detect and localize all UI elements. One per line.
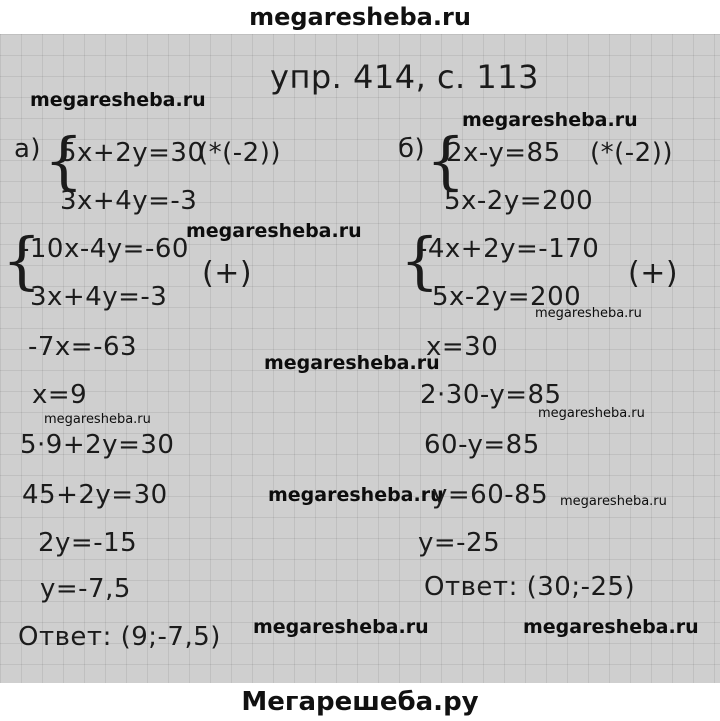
watermark: megaresheba.ru — [538, 406, 645, 421]
system-brace: { — [426, 124, 466, 197]
equation: 5x-2y=200 — [444, 186, 594, 216]
equation: 2x-y=85 — [446, 138, 561, 168]
solution-step: 2y=-15 — [38, 528, 138, 558]
part-a-label: а) — [14, 134, 42, 164]
solution-step: 5·9+2y=30 — [20, 430, 175, 460]
addition-note: (+) — [202, 256, 253, 291]
equation: -10x-4y=-60 — [20, 234, 189, 264]
solution-step: 2·30-y=85 — [420, 380, 562, 410]
system-brace: { — [2, 224, 42, 297]
watermark: megaresheba.ru — [462, 109, 638, 131]
multiplier-note: (*(-2)) — [590, 138, 673, 168]
site-header[interactable]: megaresheba.ru — [0, 0, 720, 34]
part-b-label: б) — [398, 134, 426, 164]
system-brace: { — [44, 124, 84, 197]
solution-step: x=9 — [32, 380, 88, 410]
watermark: megaresheba.ru — [186, 220, 362, 242]
notebook-page — [0, 34, 720, 683]
addition-note: (+) — [628, 256, 679, 291]
watermark: megaresheba.ru — [523, 616, 699, 638]
solution-step: 60-y=85 — [424, 430, 540, 460]
equation: 5x-2y=200 — [432, 282, 582, 312]
watermark: megaresheba.ru — [268, 484, 444, 506]
watermark: megaresheba.ru — [44, 412, 151, 427]
solution-step: -7x=-63 — [28, 332, 138, 362]
exercise-title: упр. 414, с. 113 — [270, 58, 539, 96]
multiplier-note: (*(-2)) — [198, 138, 281, 168]
solution-step: y=-25 — [418, 528, 501, 558]
equation: 5x+2y=30 — [60, 138, 205, 168]
solution-step: y=-7,5 — [40, 574, 131, 604]
watermark: megaresheba.ru — [30, 89, 206, 111]
answer: Ответ: (9;-7,5) — [18, 622, 221, 652]
watermark: megaresheba.ru — [264, 352, 440, 374]
solution-step: y=60-85 — [432, 480, 549, 510]
watermark: megaresheba.ru — [535, 306, 642, 321]
system-brace: { — [400, 224, 440, 297]
answer: Ответ: (30;-25) — [424, 572, 636, 602]
equation: 3x+4y=-3 — [60, 186, 198, 216]
solution-step: 45+2y=30 — [22, 480, 168, 510]
equation: -4x+2y=-170 — [418, 234, 600, 264]
watermark: megaresheba.ru — [560, 494, 667, 509]
equation: 3x+4y=-3 — [30, 282, 168, 312]
solution-step: x=30 — [426, 332, 499, 362]
site-footer[interactable]: Мегарешеба.ру — [0, 683, 720, 721]
watermark: megaresheba.ru — [253, 616, 429, 638]
